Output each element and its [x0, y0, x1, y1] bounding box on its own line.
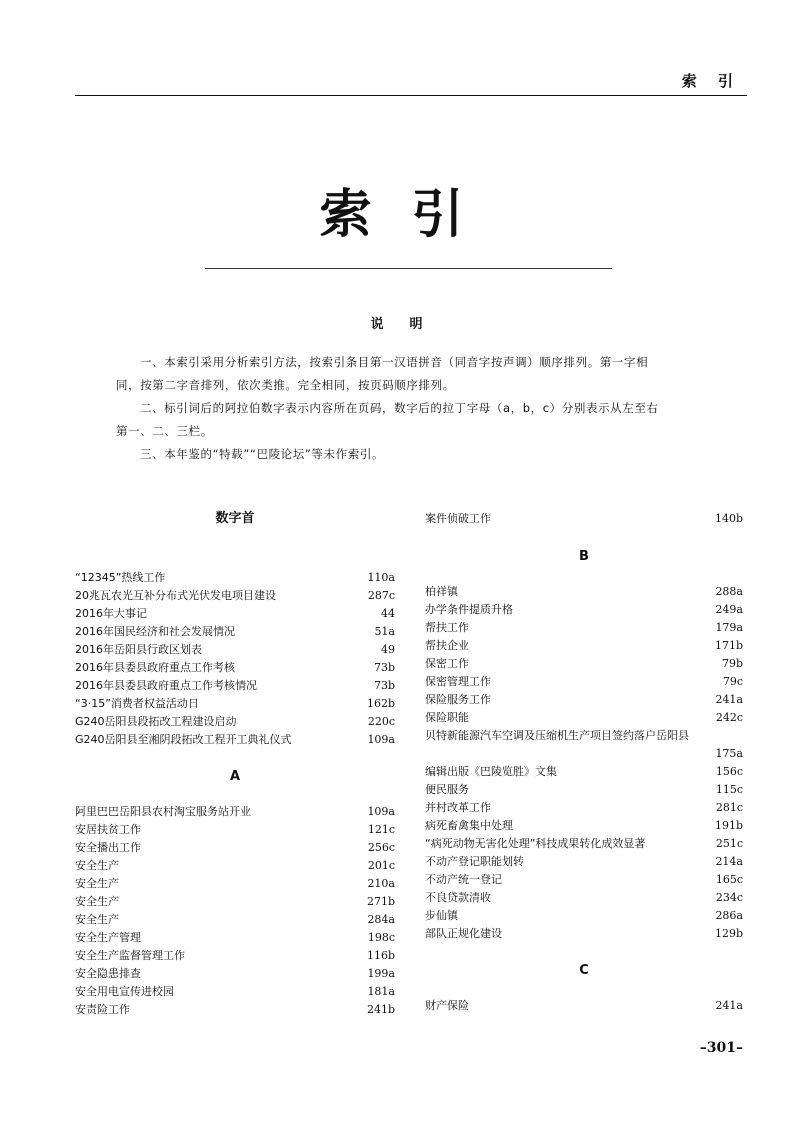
index-entry: [75, 641, 395, 659]
entry-term: 安全隐患排查: [75, 967, 141, 980]
entry-term: 安全生产: [75, 859, 119, 872]
entry-term: 阿里巴巴岳阳县农村淘宝服务站开业: [75, 805, 251, 818]
index-entry: [425, 673, 743, 691]
entry-term: 安全播出工作: [75, 841, 141, 854]
entry-page: 156c: [715, 765, 743, 778]
index-entry: [425, 691, 743, 709]
entry-term: G240岳阳县段拓改工程建设启动: [75, 715, 237, 728]
index-entry: [75, 659, 395, 677]
index-entry: [425, 799, 743, 817]
title-rule: [205, 268, 612, 269]
index-entry-wrapped: [425, 727, 743, 763]
index-entry: [425, 619, 743, 637]
entry-term: 2016年岳阳县行政区划表: [75, 643, 202, 656]
header-rule: [75, 95, 747, 96]
entry-term: 办学条件提质升格: [425, 603, 513, 616]
entry-page: 281c: [715, 801, 743, 814]
section-c-entries: [425, 997, 743, 1015]
index-entry: [75, 983, 395, 1001]
index-entry: [75, 623, 395, 641]
entry-page: 121c: [367, 823, 395, 836]
entry-page: 191b: [714, 819, 743, 832]
entry-page: 73b: [373, 661, 395, 674]
entry-page: 51a: [374, 625, 395, 638]
index-entry: [425, 835, 743, 853]
entry-term: 保险职能: [425, 711, 469, 724]
entry-page: 271b: [366, 895, 395, 908]
entry-page: 129b: [714, 927, 743, 940]
index-entry: [425, 925, 743, 943]
running-head: 索 引: [681, 72, 741, 90]
entry-term: 保密工作: [425, 657, 469, 670]
index-entry: [75, 803, 395, 821]
entry-term: 2016年大事记: [75, 607, 147, 620]
index-entry: [75, 929, 395, 947]
entry-page: 241a: [715, 999, 743, 1012]
note-line: 三、本年鉴的“特载”“巴陵论坛”等未作索引。: [140, 447, 385, 461]
entry-term: 编辑出版《巴陵览胜》文集: [425, 765, 557, 778]
section-heading-b: B: [579, 549, 589, 564]
index-entry: [425, 781, 743, 799]
index-entry: [75, 695, 395, 713]
index-entry: [75, 857, 395, 875]
entry-term: 安全生产监督管理工作: [75, 949, 185, 962]
entry-page: 181a: [367, 985, 395, 998]
note-line: 一、本索引采用分析索引方法，按索引条目第一汉语拼音（同音字按声调）顺序排列。第一字相: [140, 355, 649, 369]
entry-page: 109a: [367, 733, 395, 746]
entry-term: 不良贷款清收: [425, 891, 491, 904]
index-entry: [75, 713, 395, 731]
entry-term: 保险服务工作: [425, 693, 491, 706]
entry-page: 201c: [367, 859, 395, 872]
entry-term: 不动产登记职能划转: [425, 855, 524, 868]
entry-page: 210a: [367, 877, 395, 890]
entry-term: 安责险工作: [75, 1003, 130, 1016]
section-b-entries: [425, 583, 743, 943]
index-entry: [425, 763, 743, 781]
entry-term: 帮扶工作: [425, 621, 469, 634]
entry-term: 安全生产: [75, 877, 119, 890]
entry-term: 保密管理工作: [425, 675, 491, 688]
index-entry: [75, 731, 395, 749]
entry-term: 2016年县委县政府重点工作考核情况: [75, 679, 257, 692]
entry-term: G240岳阳县至湘阴段拓改工程开工典礼仪式: [75, 733, 292, 746]
entry-page: 234c: [715, 891, 743, 904]
entry-term: 安全生产: [75, 895, 119, 908]
index-entry: [425, 907, 743, 925]
entry-page: 79c: [722, 675, 743, 688]
index-entry: [75, 911, 395, 929]
entry-page: 175a: [715, 747, 743, 760]
entry-term: “12345”热线工作: [75, 571, 166, 584]
entry-page: 241a: [715, 693, 743, 706]
entry-term: 案件侦破工作: [425, 512, 491, 525]
index-entry: [75, 875, 395, 893]
section-heading-a: A: [229, 769, 241, 784]
entry-term: 并村改革工作: [425, 801, 491, 814]
page-number: –301–: [699, 1040, 743, 1056]
entry-term: 20兆瓦农光互补分布式光伏发电项目建设: [75, 589, 276, 602]
entry-term: 不动产统一登记: [425, 873, 502, 886]
entry-term: 贝特新能源汽车空调及压缩机生产项目签约落户岳阳县: [425, 729, 689, 742]
page-title: 索引: [319, 185, 504, 245]
entry-page: 110a: [367, 571, 395, 584]
entry-term: 2016年国民经济和社会发展情况: [75, 625, 235, 638]
entry-term: 安居扶贫工作: [75, 823, 141, 836]
entry-page: 220c: [367, 715, 395, 728]
entry-page: 251c: [715, 837, 743, 850]
entry-page: 140b: [714, 512, 743, 525]
entry-term: 病死畜禽集中处理: [425, 819, 513, 832]
section-digits-entries: [75, 569, 395, 749]
index-column-right: [425, 507, 743, 1015]
entry-page: 116b: [366, 949, 395, 962]
section-a-continued: [425, 507, 743, 531]
entry-term: 安全用电宣传进校园: [75, 985, 174, 998]
entry-page: 214a: [715, 855, 743, 868]
index-entry: [425, 601, 743, 619]
notes-block: [116, 351, 678, 466]
entry-page: 241b: [366, 1003, 395, 1016]
entry-term: 便民服务: [425, 783, 469, 796]
entry-term: 安全生产管理: [75, 931, 141, 944]
index-entry: [425, 853, 743, 871]
entry-term: 财产保险: [425, 999, 469, 1012]
note-line: 二、标引词后的阿拉伯数字表示内容所在页码，数字后的拉丁字母（a，b，c）分别表示从左至右: [140, 401, 659, 415]
entry-page: 249a: [715, 603, 743, 616]
entry-page: 171b: [714, 639, 743, 652]
entry-page: 256c: [367, 841, 395, 854]
note-line: 第一、二、三栏。: [116, 424, 213, 438]
entry-page: 44: [381, 607, 395, 620]
entry-page: 199a: [367, 967, 395, 980]
entry-page: 115c: [715, 783, 743, 796]
entry-page: 198c: [367, 931, 395, 944]
entry-page: 79b: [721, 657, 743, 670]
index-entry: [425, 507, 743, 531]
index-entry: [425, 871, 743, 889]
index-entry: [425, 637, 743, 655]
index-column-left: [75, 507, 395, 1019]
entry-page: 165c: [715, 873, 743, 886]
entry-term: 帮扶企业: [425, 639, 469, 652]
entry-page: 288a: [715, 585, 743, 598]
entry-page: 162b: [366, 697, 395, 710]
index-entry: [75, 821, 395, 839]
index-entry: [425, 997, 743, 1015]
entry-page: 109a: [367, 805, 395, 818]
index-entry: [425, 817, 743, 835]
note-heading: 说明: [370, 317, 449, 332]
index-entry: [425, 709, 743, 727]
entry-page: 284a: [367, 913, 395, 926]
entry-term: 2016年县委县政府重点工作考核: [75, 661, 235, 674]
entry-term: 部队正规化建设: [425, 927, 502, 940]
entry-term: 柏祥镇: [425, 585, 458, 598]
entry-term: “3·15”消费者权益活动日: [75, 697, 199, 710]
entry-page: 242c: [715, 711, 743, 724]
index-entry: [425, 889, 743, 907]
index-entry: [75, 839, 395, 857]
entry-page: 179a: [715, 621, 743, 634]
index-entry: [75, 1001, 395, 1019]
index-entry: [75, 893, 395, 911]
note-line: 同，按第二字音排列，依次类推。完全相同，按页码顺序排列。: [116, 378, 455, 392]
entry-term: “病死动物无害化处理”科技成果转化成效显著: [425, 837, 646, 850]
entry-page: 286a: [715, 909, 743, 922]
entry-term: 安全生产: [75, 913, 119, 926]
index-entry: [75, 947, 395, 965]
section-a-entries: [75, 803, 395, 1019]
index-entry: [75, 569, 395, 587]
index-entry: [425, 583, 743, 601]
index-entry: [75, 605, 395, 623]
index-entry: [75, 677, 395, 695]
entry-page: 49: [381, 643, 395, 656]
section-heading-digits: 数字首: [215, 511, 255, 526]
section-heading-c: C: [579, 963, 589, 978]
entry-page: 287c: [367, 589, 395, 602]
index-entry: [75, 587, 395, 605]
entry-term: 步仙镇: [425, 909, 458, 922]
index-entry: [75, 965, 395, 983]
index-entry: [425, 655, 743, 673]
entry-page: 73b: [373, 679, 395, 692]
